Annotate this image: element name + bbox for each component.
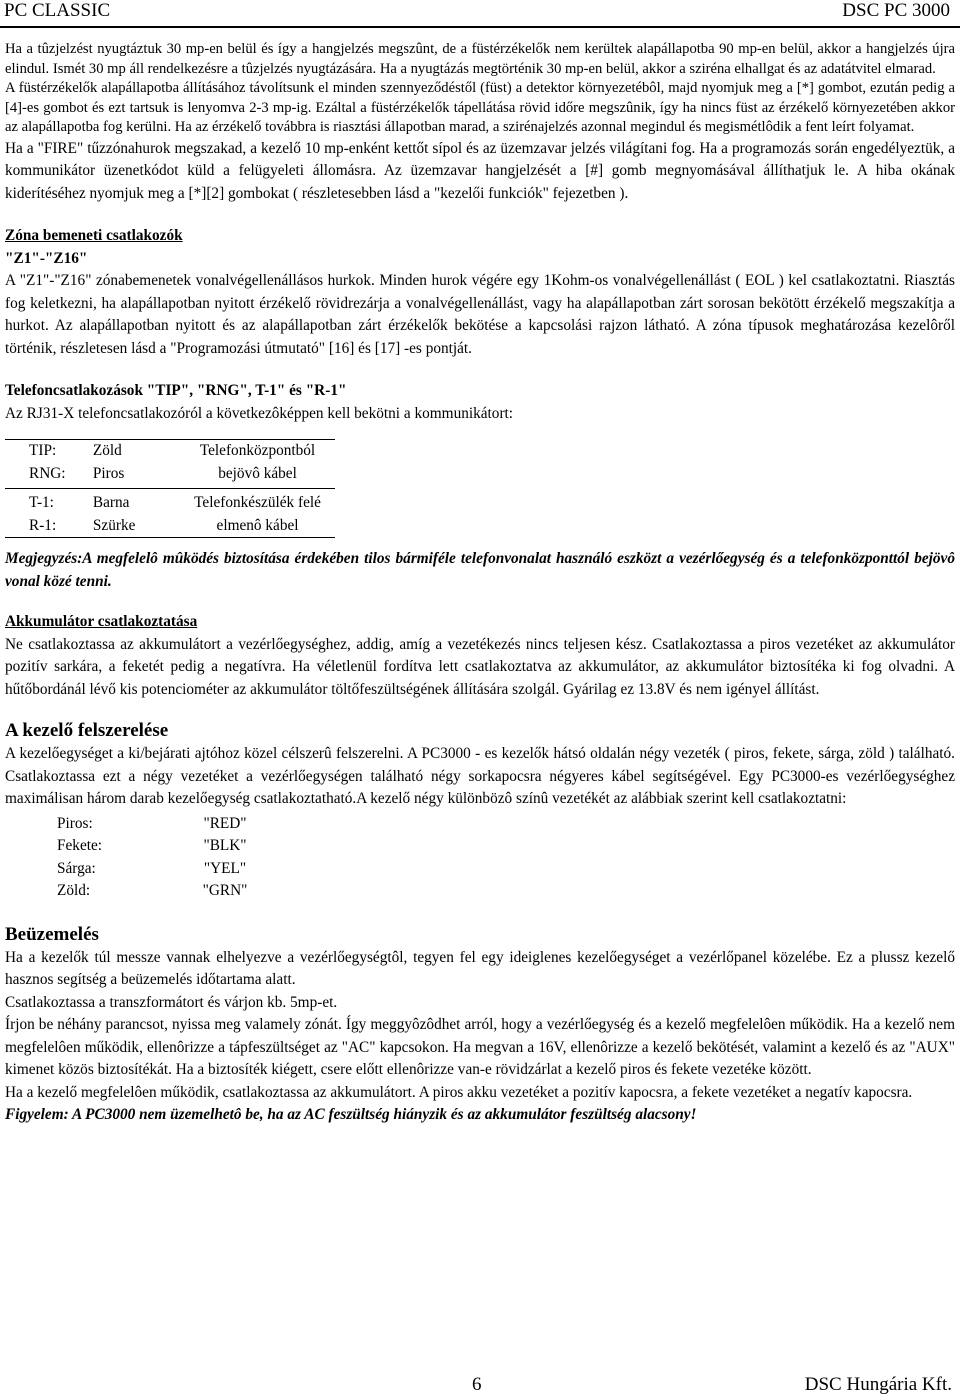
- wire-row: [5, 813, 955, 836]
- zone-text: A "Z1"-"Z16" zónabemenetek vonalvégellenállásos hurkok. Minden hurok végére egy 1Kohm-os vonalvégellenállást ( EOL ) kel csatlakoztatni. Riasztás fog keletkezni, ha alapállapotban nyitott érzékelő rövidrezárja a vonalvégellenállást, vagy ha alapállapotban zárt sorosan bekötött érzékelő megszakítja a hurkot. Az alapállapotban nyitott és az alapállapotban zárt érzékelők bekötése a kapcsolási rajzon látható. A zóna típusok meghatározása kezelôről történik, részletesen lásd a "Programozási útmutató" [16] és [17] -es pontját.: [5, 272, 955, 357]
- wire-code: "RED": [203, 814, 247, 832]
- phone-heading: Telefoncsatlakozások "TIP", "RNG", T-1" és "R-1": [5, 382, 347, 400]
- phone-color: Piros: [92, 464, 125, 482]
- phone-text: Az RJ31-X telefoncsatlakozóról a következôképpen kell bekötni a kommunikátort:: [5, 404, 514, 422]
- wire-color: Zöld:: [57, 882, 91, 900]
- phone-note: Megjegyzés:A megfelelô mûködés biztosítása érdekében tilos bármiféle telefonvonalat használó eszközt a vezérlőegység és a telefonközponttól bejövô vonal közé tenni.: [5, 550, 955, 590]
- phone-term: RNG:: [29, 464, 66, 482]
- zone-subheading: "Z1"-"Z16": [5, 249, 88, 267]
- keypad-text: A kezelőegységet a ki/bejárati ajtóhoz közel célszerû felszerelni. A PC3000 - es kezelők hátsó oldalán négy vezeték ( piros, fekete, sárga, zöld ) található. Csatlakoztassa ezt a négy vezetéket a vezérlőegységen található négy sorkapocsra négyeres kábel segítségével. Egy PC3000-es vezérlőegységhez maximálisan három darab kezelőegység csatlakoztatható.A kezelő négy különbözô színû vezetékét az alábbiak szerint kell csatlakoztatni:: [5, 745, 955, 808]
- page-content: [5, 40, 955, 1127]
- phone-color: Barna: [92, 494, 130, 512]
- wire-row: [5, 880, 955, 903]
- startup-heading: Beüzemelés: [5, 923, 99, 945]
- footer-company: DSC Hungária Kft.: [804, 1374, 952, 1395]
- header-title-right: DSC PC 3000: [842, 0, 950, 21]
- keypad-heading: A kezelő felszerelése: [5, 720, 169, 742]
- wire-code: "GRN": [202, 882, 248, 900]
- startup-warning: Figyelem: A PC3000 nem üzemelhetô be, ha az AC feszültség hiányzik és az akkumulátor feszültség alacsony!: [5, 1106, 697, 1124]
- wire-color: Sárga:: [57, 859, 96, 877]
- battery-text: Ne csatlakoztassa az akkumulátort a vezérlőegységhez, addig, amíg a vezetékezés nincs teljesen kész. Csatlakoztassa a piros vezetéket az akkumulátor pozitív sarkára, a feketét pedig a negatívra. Ha véletlenül fordítva lett csatlakoztatva az akkumulátor, az akkumulátor biztosítéka ki fog olvadni. A hűtőbordánál lévő kis potenciométer az akkumulátor töltőfeszültségének állítására szolgál. Gyárilag ez 13.8V és nem igényel állítást.: [5, 635, 955, 698]
- phone-row: [5, 463, 335, 486]
- wire-color: Piros:: [57, 814, 93, 832]
- startup-p1: Ha a kezelők túl messze vannak elhelyezve a vezérlőegységtôl, tegyen fel egy ideiglenes kezelőegységet a vezérlőpanel közelébe. Ez a plussz kezelő hasznos segítség a beüzemelés időtartama alatt.: [5, 948, 955, 989]
- wire-row: [5, 858, 955, 881]
- phone-desc: Telefonkészülék felé: [194, 494, 321, 512]
- phone-wiring-table: [5, 439, 335, 538]
- header-title-left: PC CLASSIC: [4, 0, 111, 21]
- paragraph-smoke-reset: A füstérzékelők alapállapotba állításához távolítsunk el minden szennyeződéstől (füst) a detektor környezetébôl, majd nyomjuk meg a [*] gombot, ezután pedig a [4]-es gombot és ezt tartsuk is lenyomva 2-3 mp-ig. Ezáltal a füstérzékelők tápellátása rövid időre megszûnik, így ha nincs füst az érzékelő környezetében akkor az alapállapotba fog kerülni. Ha az érzékelő továbbra is riasztási állapotban marad, a szirénajelzés azonnal megindul és megismétlôdik a fent leírt folyamat.: [5, 80, 955, 136]
- page-footer: [0, 1373, 960, 1397]
- phone-term: R-1:: [29, 516, 57, 534]
- wire-color: Fekete:: [57, 837, 103, 855]
- page-number: 6: [472, 1374, 482, 1395]
- paragraph-fire-loop: Ha a "FIRE" tűzzónahurok megszakad, a kezelő 10 mp-enként kettőt sípol és az üzemzavar jelzés világítani fog. Ha a programozás során engedélyeztük, a kommunikátor üzenetkódot küld a felügyeleti állomásra. Az üzemzavar hangjelzését a [#] gomb megnyomásával állíthatjuk le. A hiba okának kiderítéséhez nyomjuk meg a [*][2] gombokat ( részletesebben lásd a "kezelői funkciók" fejezetben ).: [5, 139, 955, 202]
- zone-heading: Zóna bemeneti csatlakozók: [5, 227, 183, 245]
- phone-row: [5, 515, 335, 538]
- phone-desc: Telefonközpontból: [199, 442, 316, 460]
- phone-term: T-1:: [29, 494, 54, 512]
- startup-p3: Írjon be néhány parancsot, nyissa meg valamely zónát. Így meggyôzôdhet arról, hogy a vezérlőegység és a kezelő megfelelôen működik. Ha a kezelő nem megfelelôen működik, ellenôrizze a tápfeszültséget az "AC" kapcsokon. Ha megvan a 16V, ellenôrizze a kezelő bekötését, valamint a kezelő és az "AUX" kimenet közös biztosítékát. Ha a biztosíték kiégett, csere előtt ellenôrizze van-e rövidzárlat a kezelő piros és fekete vezetéke között.: [5, 1016, 955, 1079]
- phone-desc: elmenô kábel: [216, 516, 299, 534]
- paragraph-fire-ack: Ha a tûzjelzést nyugtáztuk 30 mp-en belül és így a hangjelzés megszûnt, de a füstérzékelők nem kerültek alapállapotba 90 mp-en belül, akkor a hangjelzés újra elindul. Ismét 30 mp áll rendelkezésre a tûzjelzés nyugtázására. Ha a nyugtázás megtörténik 30 mp-en belül, akkor a sziréna elhallgat és az adatátvitel elmarad.: [5, 41, 955, 77]
- wire-code: "BLK": [203, 837, 247, 855]
- phone-term: TIP:: [29, 442, 57, 460]
- startup-p4: Ha a kezelő megfelelôen működik, csatlakoztassa az akkumulátort. A piros akku vezetéket a pozitív kapocsra, a fekete vezetéket a negatív kapocsra.: [5, 1083, 913, 1101]
- wire-row: [5, 835, 955, 858]
- page-header: [0, 0, 960, 28]
- phone-desc: bejövô kábel: [218, 464, 297, 482]
- startup-p2: Csatlakoztassa a transzformátort és várjon kb. 5mp-et.: [5, 993, 338, 1011]
- keypad-wire-list: [5, 813, 955, 903]
- phone-color: Szürke: [92, 516, 136, 534]
- phone-row: [5, 440, 335, 463]
- wire-code: "YEL": [203, 859, 247, 877]
- battery-heading: Akkumulátor csatlakoztatása: [5, 613, 198, 631]
- phone-color: Zöld: [92, 442, 122, 460]
- phone-row: [5, 492, 335, 515]
- phone-divider: [5, 488, 335, 489]
